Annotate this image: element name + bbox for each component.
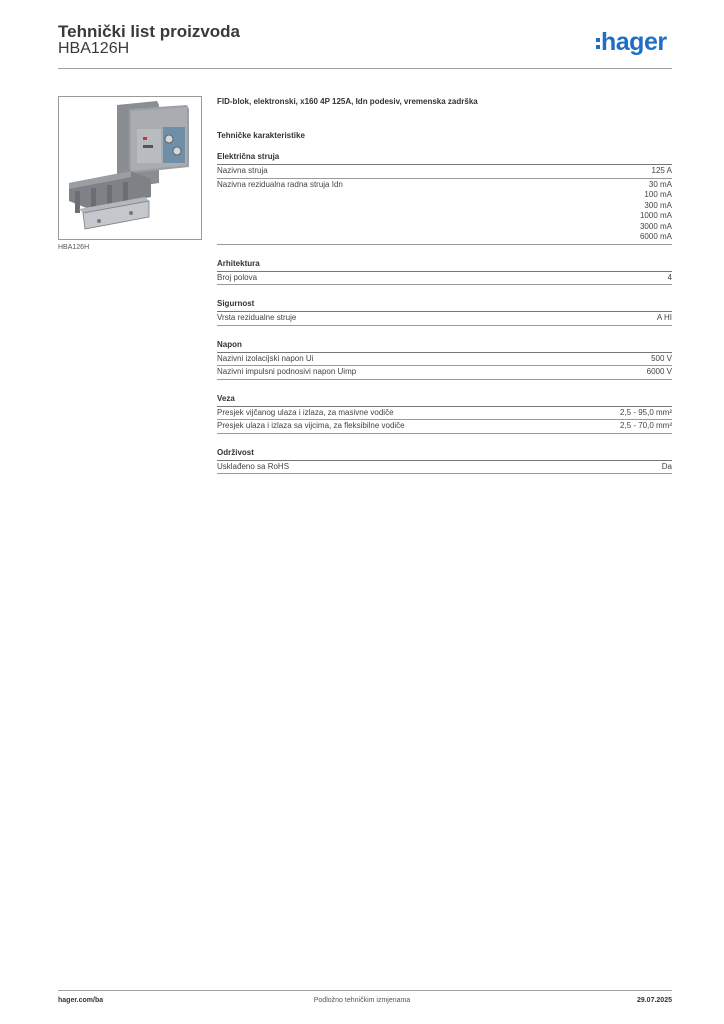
footer-website[interactable]: hager.com/ba [58, 997, 104, 1004]
spec-label: Nazivna struja [217, 166, 268, 175]
spec-value-line: 6000 mA [639, 232, 672, 241]
spec-value [647, 367, 672, 378]
spec-value-line: 500 V [651, 353, 672, 363]
spec-label: Nazivni izolacijski napon Ui [217, 353, 314, 363]
footer-date: 29.07.2025 [636, 997, 672, 1004]
spec-value-line: 6000 V [646, 367, 672, 376]
header-divider [58, 68, 672, 69]
spec-value [620, 408, 672, 419]
spec-row [217, 179, 672, 245]
spec-label: Nazivni impulsni podnosivi napon Uimp [217, 367, 357, 376]
spec-heading: Tehničke karakteristike [217, 131, 305, 140]
spec-group-title: Sigurnost [217, 299, 672, 312]
product-title: FID-blok, elektronski, x160 4P 125A, Idn podesiv, vremenska zadrška [217, 97, 478, 106]
spec-value-line: 2,5 - 95,0 mm² [619, 407, 672, 417]
spec-value [651, 354, 672, 365]
logo-text: hager [601, 28, 667, 56]
spec-group-title: Održivost [217, 448, 672, 461]
page-title: Tehnički list proizvoda [58, 22, 240, 41]
spec-value [640, 180, 672, 243]
spec-group [217, 340, 672, 380]
spec-value [620, 421, 672, 432]
spec-value-line: 100 mA [644, 190, 672, 199]
product-code: HBA126H [58, 40, 130, 57]
spec-value [668, 273, 672, 284]
spec-row [217, 165, 672, 179]
spec-value-line: 4 [667, 272, 672, 282]
spec-label: Usklađeno sa RoHS [217, 461, 290, 471]
spec-group [217, 152, 672, 245]
spec-value-line: 300 mA [644, 200, 672, 210]
hager-logo [596, 28, 667, 57]
image-caption: HBA126H [58, 244, 90, 251]
spec-value [652, 166, 672, 177]
footer-disclaimer: Podložno tehničkim izmjenama [313, 997, 411, 1004]
logo-dots-icon [596, 35, 600, 52]
spec-group-title: Napon [217, 340, 672, 353]
spec-value-line: A HI [656, 313, 672, 322]
spec-label: Presjek vijčanog ulaza i izlaza, za masivne vodiče [217, 407, 394, 417]
spec-row [217, 312, 672, 326]
spec-groups [217, 152, 672, 474]
spec-label: Presjek ulaza i izlaza sa vijcima, za fleksibilne vodiče [217, 421, 405, 430]
spec-group [217, 394, 672, 434]
spec-label: Vrsta rezidualne struje [217, 313, 297, 322]
spec-row [217, 353, 672, 367]
spec-group-title: Električna struja [217, 152, 672, 165]
footer-divider [58, 990, 672, 991]
spec-row [217, 366, 672, 380]
spec-label: Nazivna rezidualna radna struja Idn [217, 179, 343, 189]
spec-group-title: Arhitektura [217, 259, 672, 272]
spec-row [217, 407, 672, 421]
spec-group [217, 299, 672, 326]
spec-content [217, 96, 672, 474]
spec-row [217, 461, 672, 475]
spec-group [217, 259, 672, 286]
spec-value-line: 1000 mA [639, 211, 672, 220]
product-image [58, 96, 202, 240]
spec-row [217, 272, 672, 286]
spec-value-line: Da [661, 461, 672, 471]
spec-value [657, 313, 672, 324]
spec-label: Broj polova [217, 272, 258, 282]
spec-value [662, 462, 672, 473]
rcd-block-icon [59, 97, 201, 239]
spec-group-title: Veza [217, 394, 672, 407]
spec-value-line: 2,5 - 70,0 mm² [619, 421, 672, 430]
spec-group [217, 448, 672, 475]
spec-row [217, 420, 672, 434]
spec-value-line: 30 mA [648, 179, 672, 189]
spec-value-line: 125 A [651, 166, 672, 175]
spec-value-line: 3000 mA [639, 221, 672, 231]
